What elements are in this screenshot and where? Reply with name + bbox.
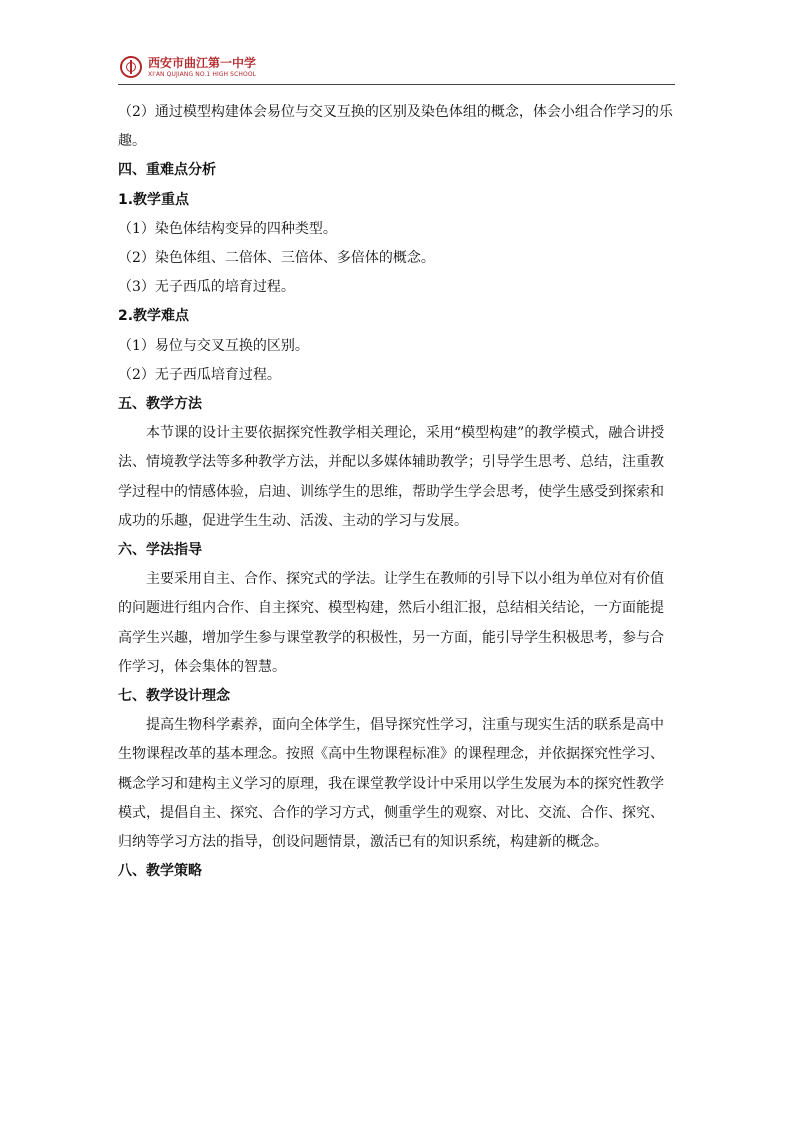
intro-paragraph: （2）通过模型构建体会易位与交叉互换的区别及染色体组的概念，体会小组合作学习的乐趣。 (118, 104, 673, 150)
header-divider (118, 84, 675, 85)
section-4-title: 四、重难点分析 (118, 162, 216, 179)
document-body (118, 98, 675, 886)
section-5-paragraph: 本节课的设计主要依据探究性教学相关理论，采用“模型构建”的教学模式，融合讲授法、情境教学法等多种教学方法，并配以多媒体辅助教学；引导学生思考、总结，注重教学过程中的情感体验，启迪、训练学生的思维，帮助学生学会思考，使学生感受到探索和成功的乐趣，促进学生生动、活泼、主动的学习与发展。 (118, 425, 665, 529)
school-name-en: XI'AN QUJIANG NO.1 HIGH SCHOOL (148, 71, 257, 78)
section-8-title: 八、教学策略 (118, 863, 202, 880)
key-points-list (118, 215, 675, 303)
section-5-title: 五、教学方法 (118, 396, 202, 413)
subsection-1-title: 1.教学重点 (118, 191, 190, 208)
subsection-2-title: 2.教学难点 (118, 308, 190, 325)
difficult-points-list (118, 332, 675, 390)
list-item: （1）染色体结构变异的四种类型。 (118, 220, 337, 237)
section-7-paragraph: 提高生物科学素养，面向全体学生，倡导探究性学习，注重与现实生活的联系是高中生物课程改革的基本理念。按照《高中生物课程标准》的课程理念，并依据探究性学习、概念学习和建构主义学习的原理，我在课堂教学设计中采用以学生发展为本的探究性教学模式，提倡自主、探究、合作的学习方式，侧重学生的观察、对比、交流、合作、探究、归纳等学习方法的指导，创设问题情景，激活已有的知识系统，构建新的概念。 (118, 717, 664, 851)
section-6-title: 六、学法指导 (118, 542, 202, 559)
list-item: （3）无子西瓜的培育过程。 (118, 279, 295, 296)
page-header (118, 52, 675, 86)
school-name: 西安市曲江第一中学 (148, 56, 257, 70)
list-item: （2）染色体组、二倍体、三倍体、多倍体的概念。 (118, 250, 435, 267)
section-6-paragraph: 主要采用自主、合作、探究式的学法。让学生在教师的引导下以小组为单位对有价值的问题进行组内合作、自主探究、模型构建，然后小组汇报，总结相关结论，一方面能提高学生兴趣，增加学生参与课堂教学的积极性，另一方面，能引导学生积极思考，参与合作学习，体会集体的智慧。 (118, 571, 664, 675)
list-item: （2）无子西瓜培育过程。 (118, 366, 281, 383)
school-logo-icon (120, 56, 142, 78)
section-7-title: 七、教学设计理念 (118, 688, 230, 705)
list-item: （1）易位与交叉互换的区别。 (118, 337, 309, 354)
